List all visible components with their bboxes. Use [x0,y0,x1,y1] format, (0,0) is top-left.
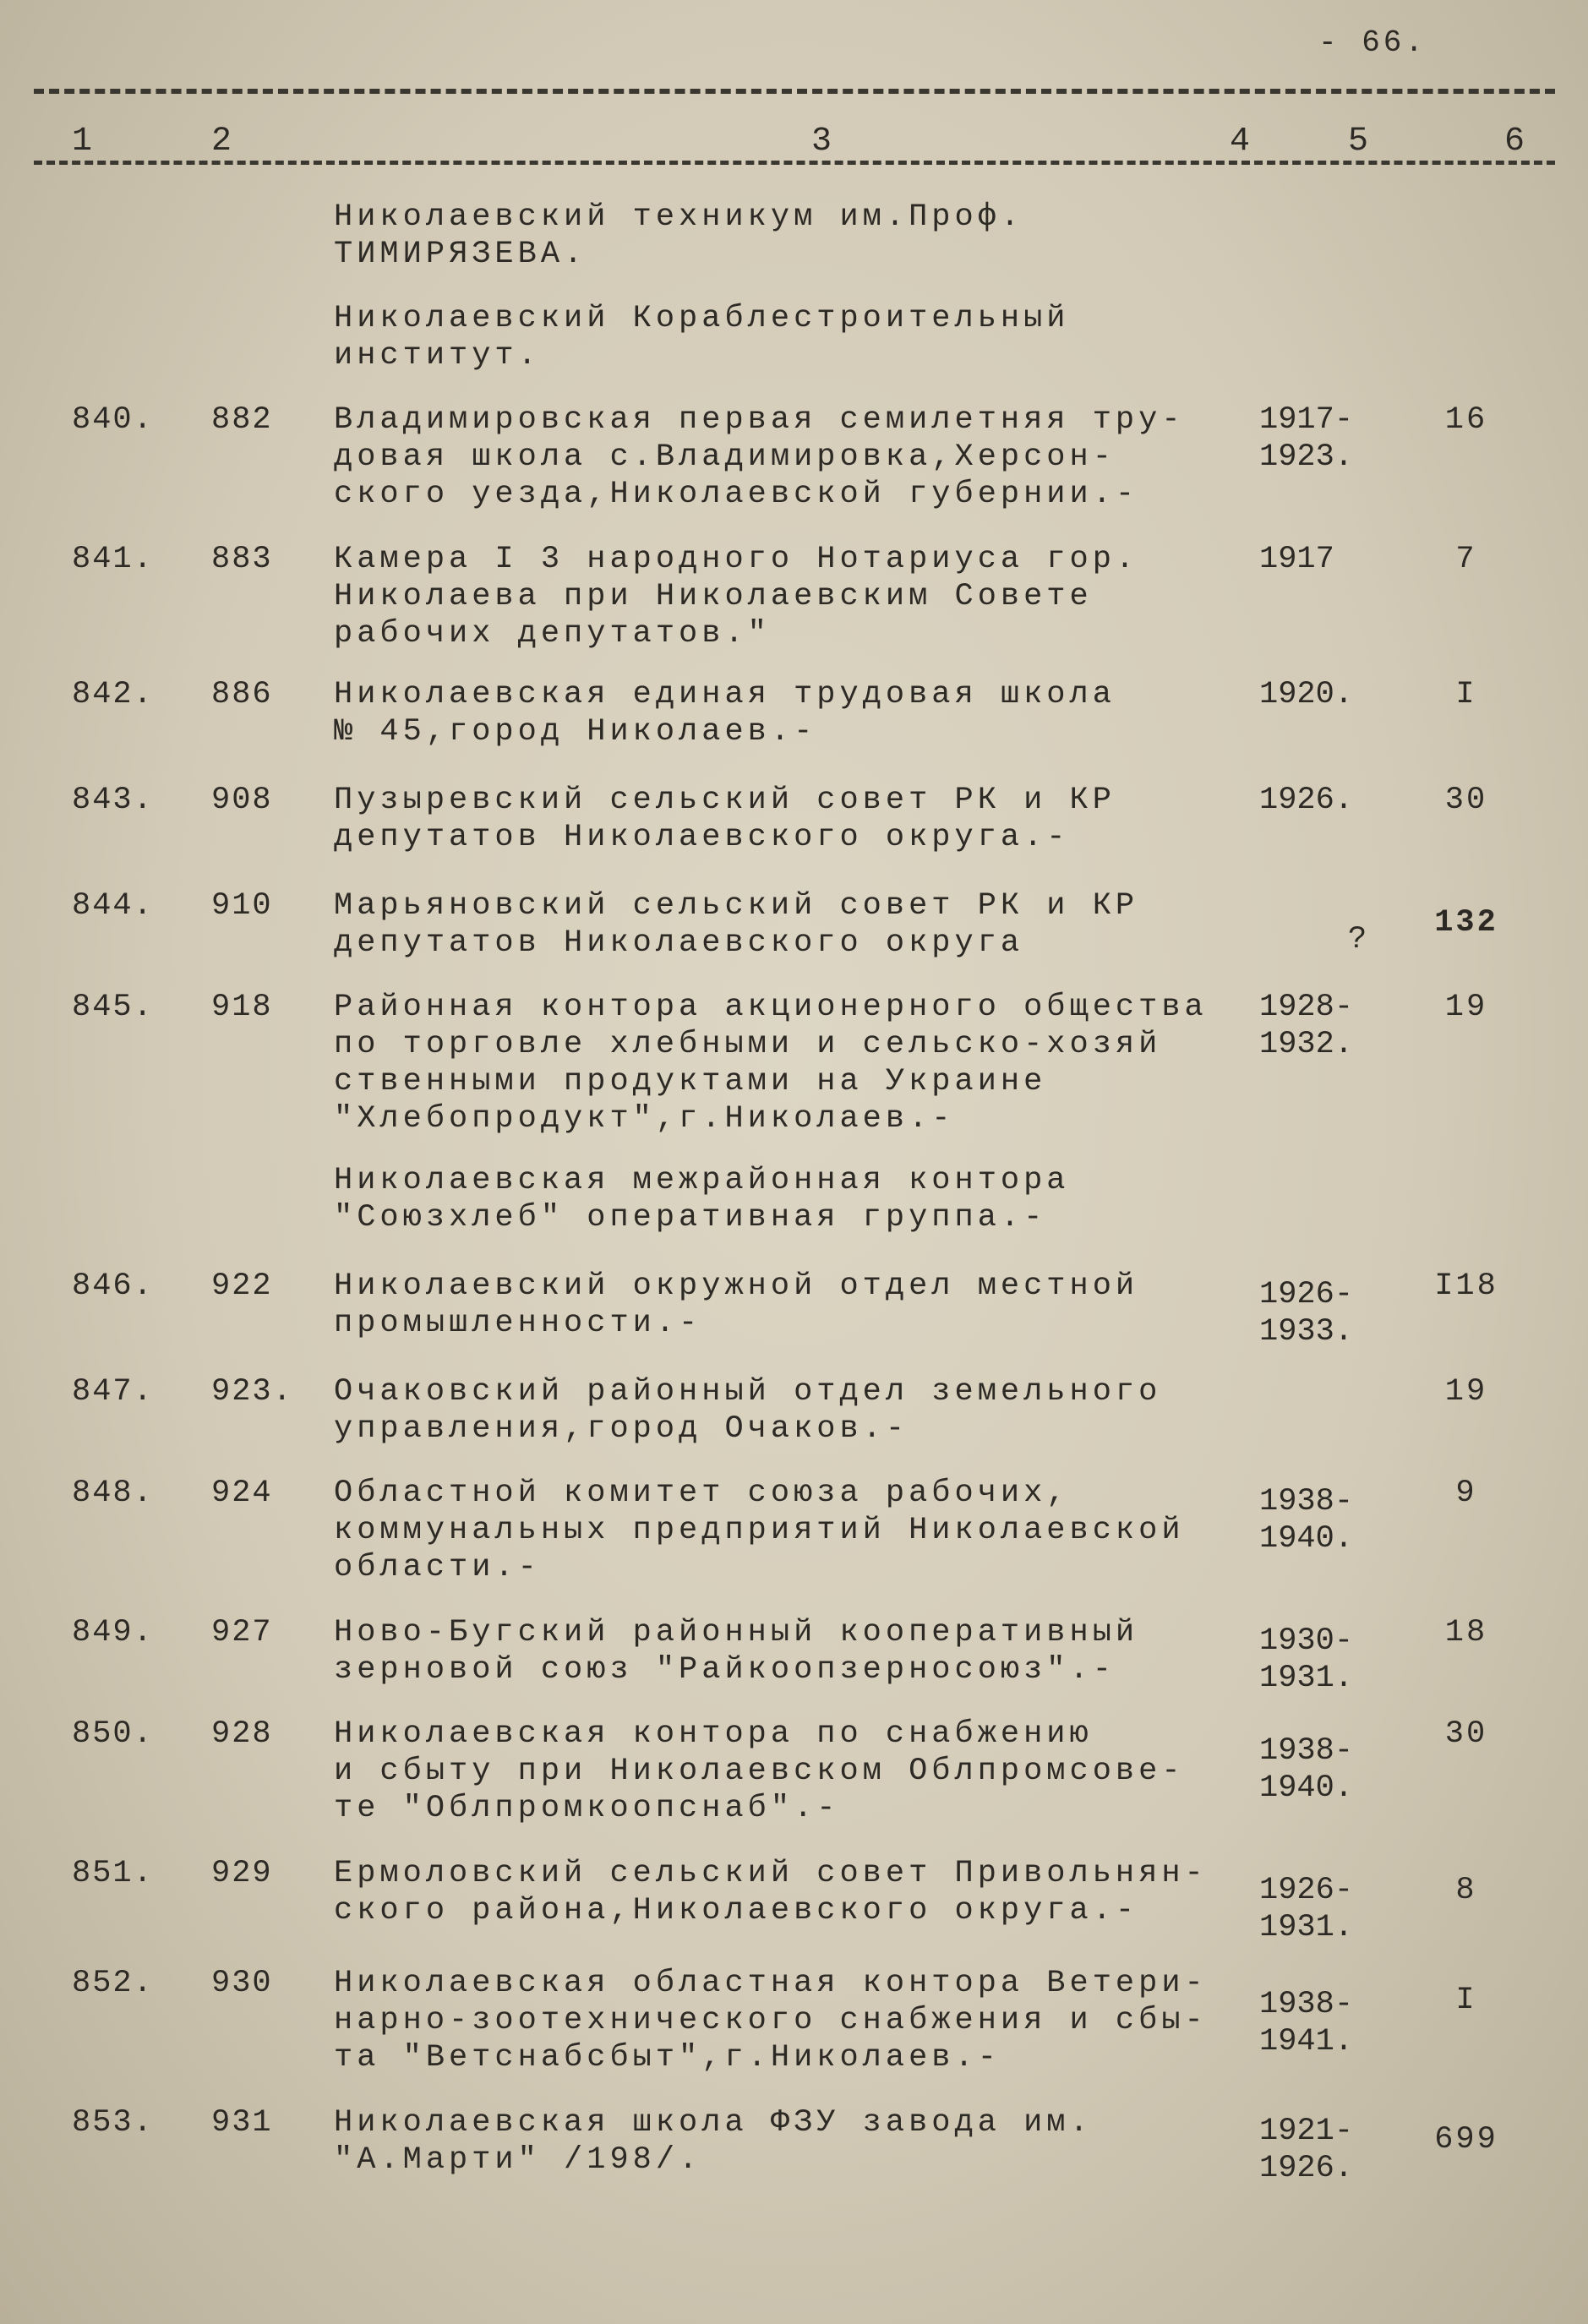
entry-title: Районная контора акционерного общества по торговле хлебными и сельско-хозяй ственными продуктами на Украине "Хлебопродукт",г.Николаев.- [334,990,1208,1137]
column-header-3: 3 [811,123,832,161]
entry-number: 851. [72,1856,154,1891]
entry-dates: 1926. [1259,783,1354,818]
page-number: - 66. [1318,25,1427,60]
fund-number: 918 [211,990,273,1025]
entry-number: 847. [72,1374,154,1410]
entry-count: 19 [1444,1374,1488,1410]
fund-number: 930 [211,1966,273,2001]
entry-count: 132 [1434,905,1498,941]
entry-title: Владимировская первая семилетняя тру- довая школа с.Владимировка,Херсон- ского уезда,Николаевской губернии.- [334,402,1185,512]
entry-title: Ермоловский сельский совет Привольнян- ского района,Николаевского округа.- [334,1856,1208,1928]
column-header-5: 5 [1348,123,1369,161]
entry-number: 844. [72,888,154,924]
fund-number: 924 [211,1476,273,1511]
entry-dates: 1938- 1940. [1259,1733,1354,1806]
fund-number: 908 [211,783,273,818]
fund-number: 929 [211,1856,273,1891]
fund-number: 928 [211,1716,273,1752]
fund-number: 883 [211,542,273,577]
entry-dates: 1938- 1941. [1259,1987,1354,2059]
entry-number: 845. [72,990,154,1025]
entry-title: Марьяновский сельский совет РК и КР депутатов Николаевского округа [334,888,1139,961]
group-heading: Николаевская межрайонная контора "Союзхлеб" оперативная группа.- [334,1163,1070,1236]
entry-count: 30 [1444,1716,1488,1752]
entry-number: 841. [72,542,154,577]
entry-title: Николаевская областная контора Ветери- нарно-зоотехнического снабжения и сбы- та "Ветснабсбыт",г.Николаев.- [334,1966,1208,2076]
entry-title: Николаевский окружной отдел местной промышленности.- [334,1268,1139,1341]
entry-title: Камера I 3 народного Нотариуса гор. Николаева при Николаевским Совете рабочих депутатов." [334,542,1139,652]
entry-count: 19 [1444,990,1488,1025]
fund-number: 910 [211,888,273,924]
entry-dates: 1926- 1933. [1259,1277,1354,1350]
entry-number: 848. [72,1476,154,1511]
entry-dates: 1928- 1932. [1259,990,1354,1062]
entry-number: 846. [72,1268,154,1304]
fund-number: 923. [211,1374,293,1410]
entry-dates: 1917 [1259,542,1334,577]
entry-number: 840. [72,402,154,438]
group-heading: Николаевский техникум им.Проф. ТИМИРЯЗЕВА. [334,199,1024,272]
group-heading: Николаевский Кораблестроительный институт. [334,301,1070,374]
entry-number: 850. [72,1716,154,1752]
column-header-2: 2 [211,123,232,161]
entry-dates: 1921- 1926. [1259,2114,1354,2186]
entry-number: 853. [72,2105,154,2141]
entry-count: 16 [1444,402,1488,438]
entry-dates: 1917- 1923. [1259,402,1354,475]
entry-count: I [1455,1983,1477,2018]
entry-title: Николаевская школа ФЗУ завода им. "А.Марти" /198/. [334,2105,1093,2178]
fund-number: 922 [211,1268,273,1304]
entry-dates: 1930- 1931. [1259,1623,1354,1696]
entry-title: Николаевская контора по снабжению и сбыту при Николаевском Облпромсове- те "Облпромкоопснаб".- [334,1716,1185,1826]
column-header-1: 1 [72,123,93,161]
entry-number: 852. [72,1966,154,2001]
entry-title: Очаковский районный отдел земельного управления,город Очаков.- [334,1374,1162,1447]
entry-title: Пузыревский сельский совет РК и КР депутатов Николаевского округа.- [334,783,1116,855]
header-rule-bottom [34,161,1555,165]
fund-number: 927 [211,1615,273,1650]
header-rule-top [34,89,1555,94]
entry-count: 18 [1444,1615,1488,1650]
entry-dates: ? [1348,922,1367,957]
entry-count: 9 [1455,1476,1477,1511]
entry-count: 8 [1455,1873,1477,1908]
fund-number: 882 [211,402,273,438]
fund-number: 931 [211,2105,273,2141]
entry-dates: 1926- 1931. [1259,1873,1354,1945]
entry-count: I18 [1434,1268,1498,1304]
entry-title: Областной комитет союза рабочих, коммунальных предприятий Николаевской области.- [334,1476,1185,1585]
entry-number: 843. [72,783,154,818]
column-header-4: 4 [1230,123,1251,161]
entry-title: Ново-Бугский районный кооперативный зерновой союз "Райкоопзерносоюз".- [334,1615,1139,1688]
entry-number: 842. [72,677,154,712]
entry-dates: 1920. [1259,677,1354,712]
column-header-6: 6 [1504,123,1525,161]
entry-count: I [1455,677,1477,712]
entry-title: Николаевская единая трудовая школа № 45,город Николаев.- [334,677,1116,750]
entry-count: 699 [1434,2122,1498,2158]
entry-dates: 1938- 1940. [1259,1484,1354,1557]
column-header-row [0,123,1588,161]
entry-count: 30 [1444,783,1488,818]
entry-number: 849. [72,1615,154,1650]
fund-number: 886 [211,677,273,712]
entry-count: 7 [1455,542,1477,577]
